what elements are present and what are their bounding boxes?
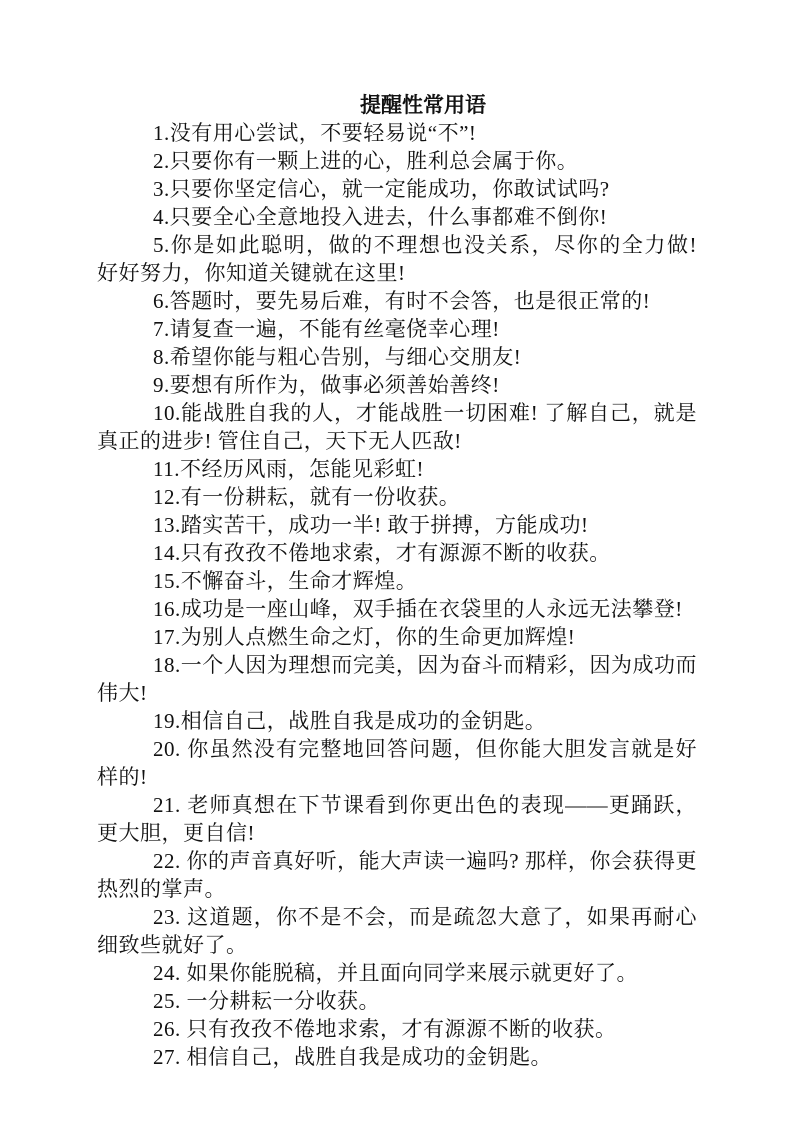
- document-title: 提醒性常用语: [360, 93, 486, 117]
- list-item-22: 22. 你的声音真好听，能大声读一遍吗? 那样，你会获得更热烈的掌声。: [97, 849, 697, 901]
- list-item-13: 13.踏实苦干，成功一半! 敢于拼搏，方能成功!: [153, 513, 589, 537]
- list-item-20: 20. 你虽然没有完整地回答问题，但你能大胆发言就是好样的!: [97, 737, 697, 789]
- list-item-26: 26. 只有孜孜不倦地求索，才有源源不断的收获。: [153, 1017, 617, 1041]
- list-item-21: 21. 老师真想在下节课看到你更出色的表现——更踊跃，更大胆，更自信!: [97, 793, 697, 845]
- list-item-6: 6.答题时，要先易后难，有时不会答，也是很正常的!: [153, 289, 651, 313]
- list-item-27: 27. 相信自己，战胜自我是成功的金钥匙。: [153, 1045, 552, 1069]
- list-item-15: 15.不懈奋斗，生命才辉煌。: [153, 569, 418, 593]
- list-item-3: 3.只要你坚定信心，就一定能成功，你敢试试吗?: [153, 177, 610, 201]
- list-item-4: 4.只要全心全意地投入进去，什么事都难不倒你!: [153, 205, 608, 229]
- list-item-17: 17.为别人点燃生命之灯，你的生命更加辉煌!: [153, 625, 576, 649]
- list-item-7: 7.请复查一遍，不能有丝毫侥幸心理!: [153, 317, 500, 341]
- list-item-5: 5.你是如此聪明，做的不理想也没关系，尽你的全力做! 好好努力，你知道关键就在这里!: [97, 233, 697, 285]
- list-item-24: 24. 如果你能脱稿，并且面向同学来展示就更好了。: [153, 961, 638, 985]
- list-item-16: 16.成功是一座山峰，双手插在衣袋里的人永远无法攀登!: [153, 597, 683, 621]
- list-item-2: 2.只要你有一颗上进的心，胜利总会属于你。: [153, 149, 579, 173]
- list-item-10: 10.能战胜自我的人，才能战胜一切困难! 了解自己，就是真正的进步! 管住自己，天下无人匹敌!: [97, 401, 697, 453]
- list-item-25: 25. 一分耕耘一分收获。: [153, 989, 380, 1013]
- list-item-8: 8.希望你能与粗心告别，与细心交朋友!: [153, 345, 522, 369]
- list-item-14: 14.只有孜孜不倦地求索，才有源源不断的收获。: [153, 541, 611, 565]
- list-item-12: 12.有一份耕耘，就有一份收获。: [153, 485, 461, 509]
- list-item-19: 19.相信自己，战胜自我是成功的金钥匙。: [153, 709, 547, 733]
- list-item-11: 11.不经历风雨，怎能见彩虹!: [153, 457, 424, 481]
- list-item-1: 1.没有用心尝试，不要轻易说“不”!: [153, 121, 477, 145]
- list-item-9: 9.要想有所作为，做事必须善始善终!: [153, 373, 500, 397]
- list-item-23: 23. 这道题，你不是不会，而是疏忽大意了，如果再耐心细致些就好了。: [97, 905, 697, 957]
- list-item-18: 18.一个人因为理想而完美，因为奋斗而精彩，因为成功而伟大!: [97, 653, 697, 705]
